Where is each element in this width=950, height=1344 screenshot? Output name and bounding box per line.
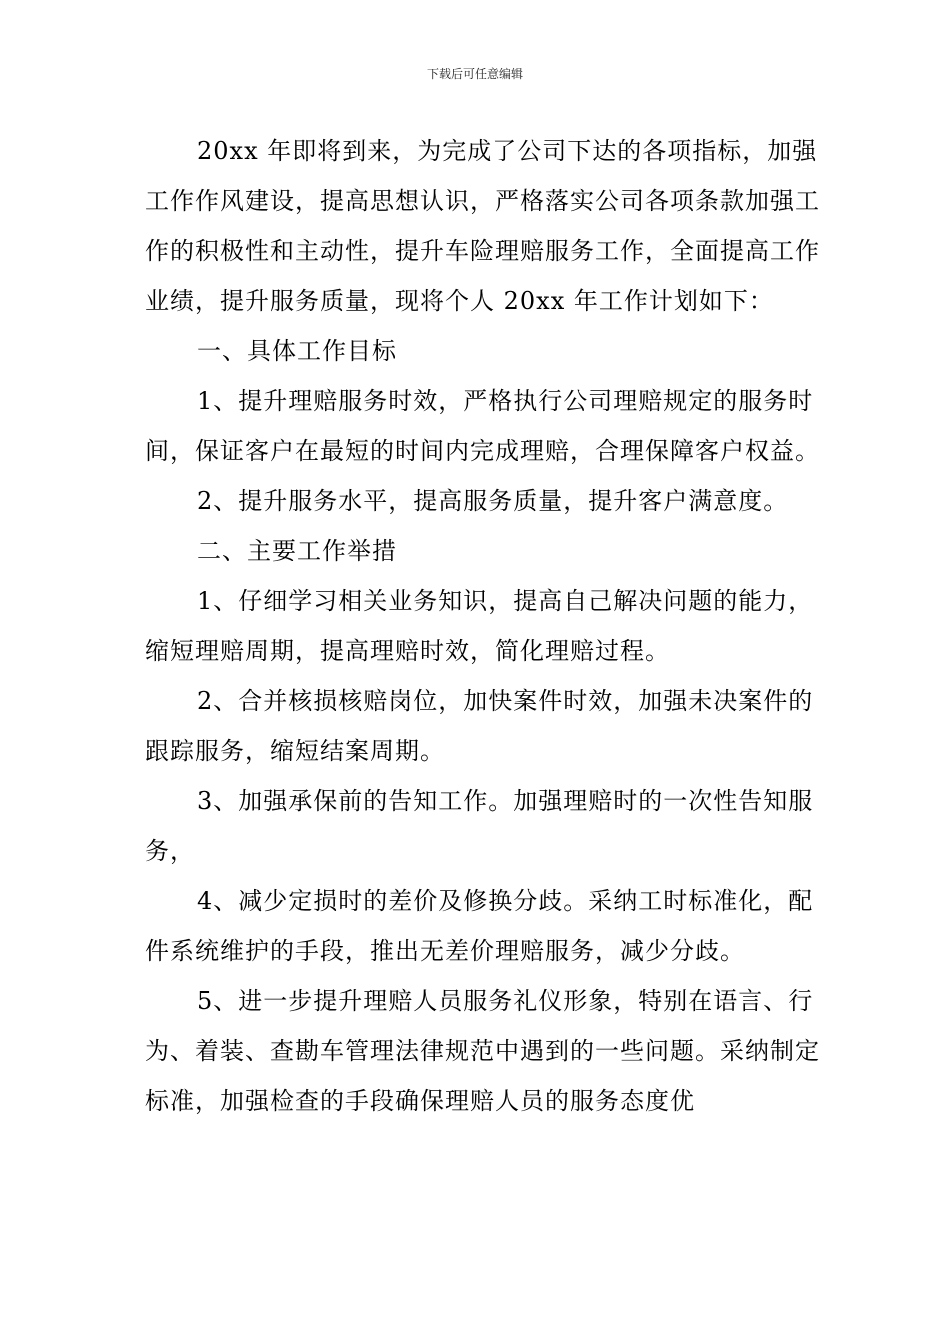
paragraph-measure-4: 4、减少定损时的差价及修换分歧。采纳工时标准化，配件系统维护的手段，推出无差价理赔服务，减少分歧。 xyxy=(145,887,814,965)
paragraph-goal-1: 1、提升理赔服务时效，严格执行公司理赔规定的服务时间，保证客户在最短的时间内完成理赔，合理保障客户权益。 xyxy=(145,387,820,465)
paragraph-measure-5: 5、进一步提升理赔人员服务礼仪形象，特别在语言、行为、着装、查勘车管理法律规范中遇到的一些问题。采纳制定标准，加强检查的手段确保理赔人员的服务态度优 xyxy=(145,987,820,1115)
paragraph-measure-1: 1、仔细学习相关业务知识，提高自己解决问题的能力，缩短理赔周期，提高理赔时效，简化理赔过程。 xyxy=(145,587,814,665)
paragraph-goal-2: 2、提升服务水平，提高服务质量，提升客户满意度。 xyxy=(197,487,789,515)
paragraph-measure-3: 3、加强承保前的告知工作。加强理赔时的一次性告知服务， xyxy=(145,787,814,865)
section-heading-goals: 一、具体工作目标 xyxy=(197,337,397,365)
document-body xyxy=(145,126,825,1126)
header-note: 下载后可任意编辑 xyxy=(426,67,523,81)
section-heading-measures: 二、主要工作举措 xyxy=(197,537,397,565)
paragraph-measure-2: 2、合并核损核赔岗位，加快案件时效，加强未决案件的跟踪服务，缩短结案周期。 xyxy=(145,687,814,765)
paragraph-intro: 20xx 年即将到来，为完成了公司下达的各项指标，加强工作作风建设，提高思想认识，严格落实公司各项条款加强工作的积极性和主动性，提升车险理赔服务工作，全面提高工作业绩，提升服务质量，现将个人 20xx 年工作计划如下： xyxy=(145,137,820,315)
